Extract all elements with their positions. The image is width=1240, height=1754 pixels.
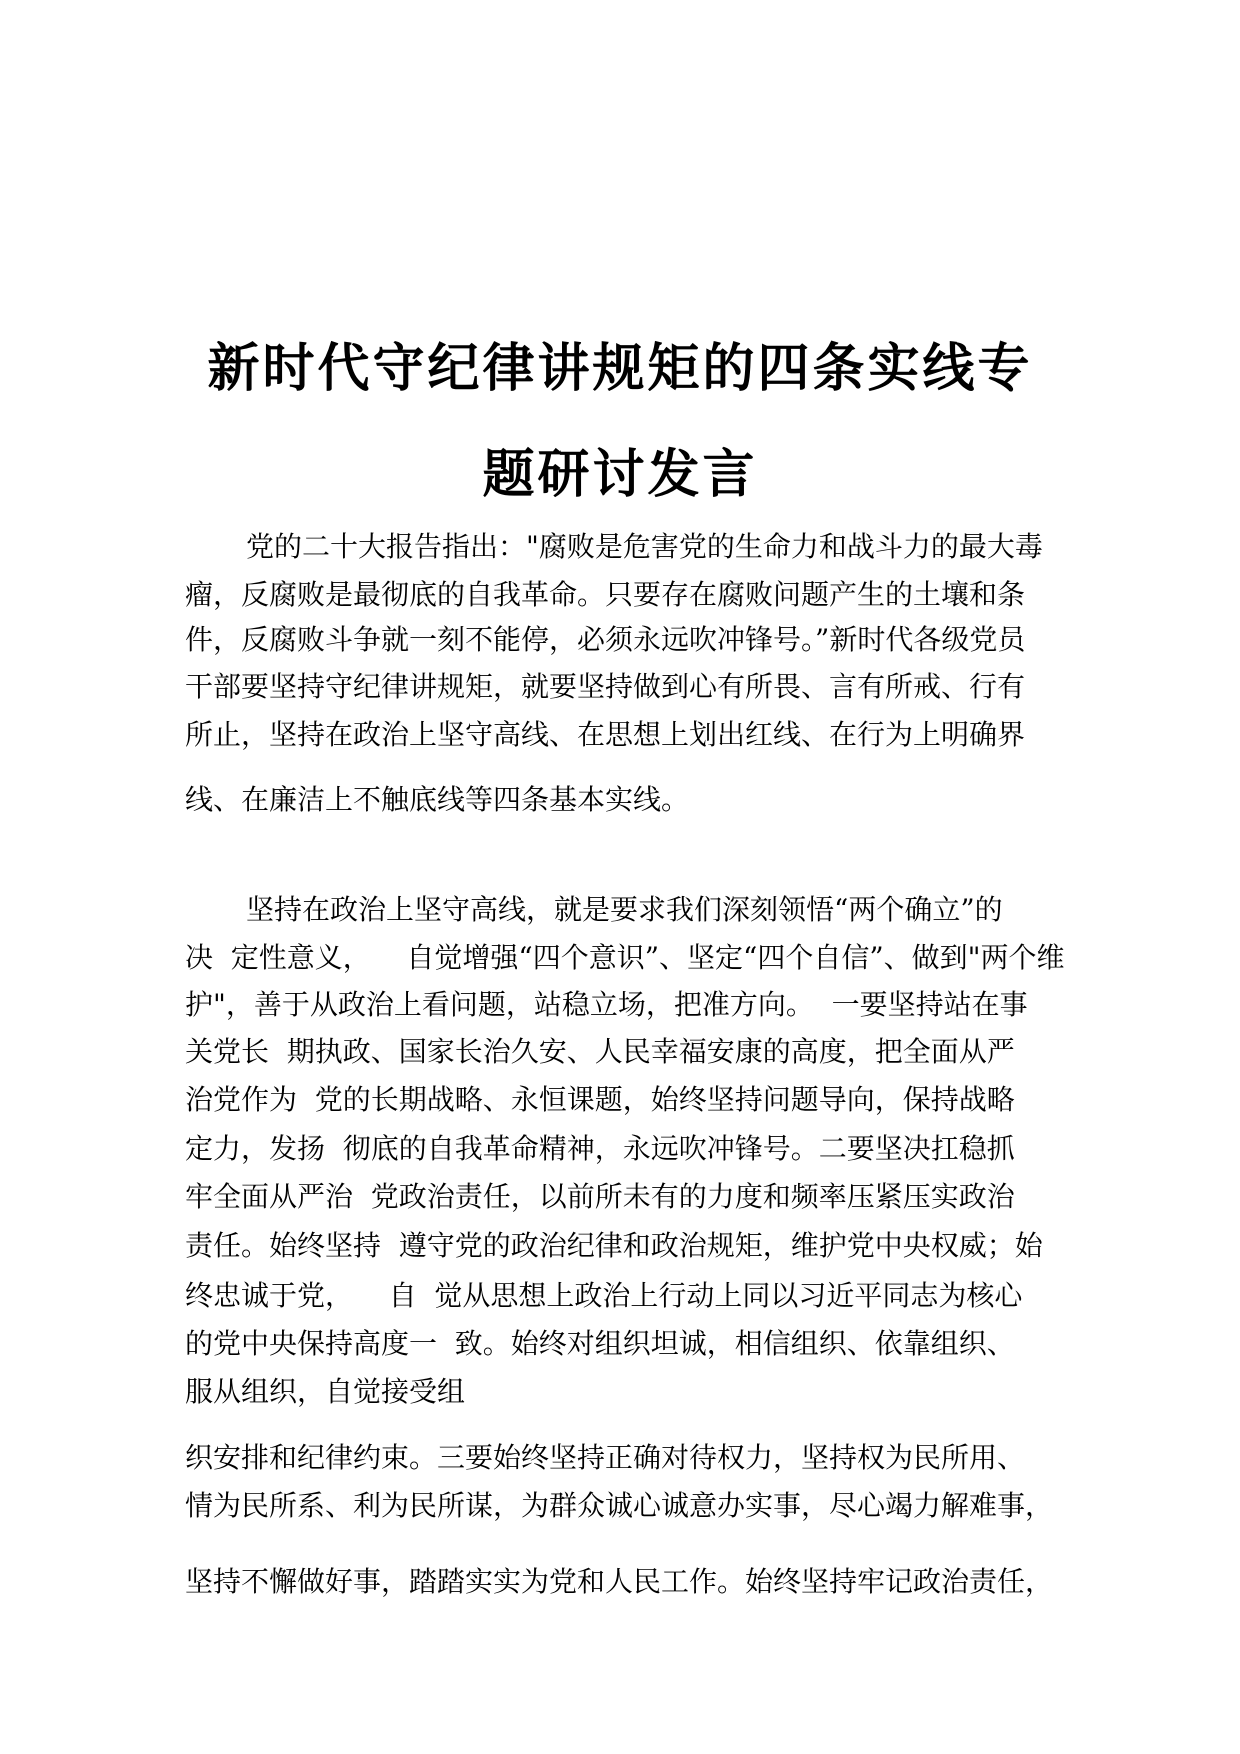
body-line: 瘤，反腐败是最彻底的自我革命。只要存在腐败问题产生的土壤和条 xyxy=(185,578,1026,611)
body-line: 治党作为 党的长期战略、永恒课题，始终坚持问题导向，保持战略 xyxy=(185,1083,1015,1116)
body-line: 牢全面从严治 党政治责任，以前所未有的力度和频率压紧压实政治 xyxy=(185,1180,1015,1213)
body-line: 服从组织，自觉接受组 xyxy=(185,1375,466,1408)
body-line: 织安排和纪律约束。三要始终坚持正确对待权力，坚持权为民所用、 xyxy=(185,1441,1026,1474)
body-line: 的党中央保持高度一 致。始终对组织坦诚，相信组织、依靠组织、 xyxy=(185,1327,1015,1360)
body-line: 情为民所系、利为民所谋，为群众诚心诚意办实事，尽心竭力解难事， xyxy=(185,1489,1054,1522)
body-line: 定力，发扬 彻底的自我革命精神，永远吹冲锋号。二要坚决扛稳抓 xyxy=(185,1132,1015,1165)
body-line: 关党长 期执政、国家长治久安、人民幸福安康的高度，把全面从严 xyxy=(185,1035,1015,1068)
body-line: 线、在廉洁上不触底线等四条基本实线。 xyxy=(185,783,690,816)
body-line: 责任。始终坚持 遵守党的政治纪律和政治规矩，维护党中央权威；始 xyxy=(185,1229,1043,1262)
body-line: 坚持在政治上坚守高线，就是要求我们深刻领悟“两个确立”的 xyxy=(246,893,1003,926)
body-line: 护"，善于从政治上看问题，站稳立场，把准方向。 一要坚持站在事 xyxy=(185,988,1028,1021)
document-title-line-2: 题研讨发言 xyxy=(482,444,758,505)
body-line: 件，反腐败斗争就一刻不能停，必须永远吹冲锋号。”新时代各级党员 xyxy=(185,623,1026,656)
body-line: 所止，坚持在政治上坚守高线、在思想上划出红线、在行为上明确界 xyxy=(185,718,1026,751)
body-line: 坚持不懈做好事，踏踏实实为党和人民工作。始终坚持牢记政治责任， xyxy=(185,1565,1054,1598)
document-title-line-1: 新时代守纪律讲规矩的四条实线专 xyxy=(207,338,1033,399)
body-line: 干部要坚持守纪律讲规矩，就要坚持做到心有所畏、言有所戒、行有 xyxy=(185,670,1026,703)
body-line: 党的二十大报告指出："腐败是危害党的生命力和战斗力的最大毒 xyxy=(246,530,1043,563)
body-line: 终忠诚于党， 自 觉从思想上政治上行动上同以习近平同志为核心 xyxy=(185,1279,1023,1312)
body-line: 决 定性意义， 自觉增强“四个意识”、坚定“四个自信”、做到"两个维 xyxy=(185,941,1065,974)
